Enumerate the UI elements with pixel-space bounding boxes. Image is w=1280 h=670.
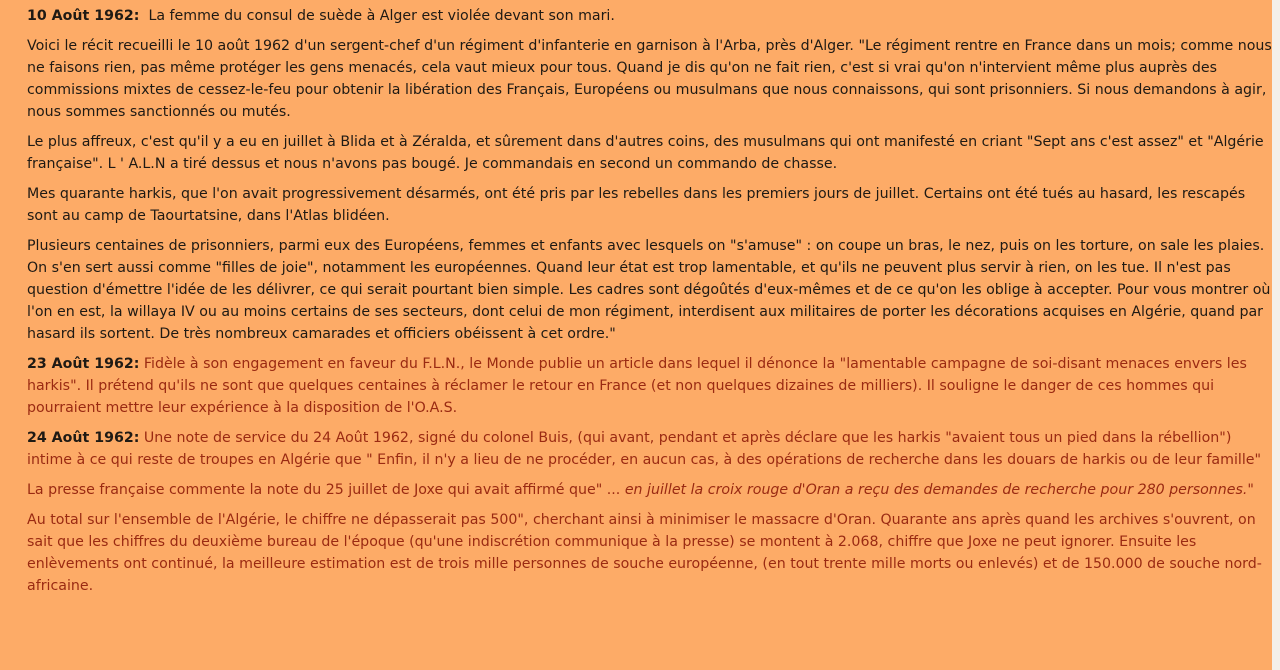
entry-date: 24 Août 1962:	[27, 430, 140, 446]
entry-text: Une note de service du 24 Août 1962, signé du colonel Buis, (qui avant, pendant et après déclare que les harkis "avaient tous un pied dans la rébellion") intime à ce qui reste de troupes en Algérie que " Enfin, il n'y a lieu de ne procéder, en aucun cas, à des opérations de recherche dans les douars de harkis ou de leur famille"	[27, 430, 1262, 468]
entry-aug24	[27, 427, 1272, 471]
entry-aug10-headline	[27, 5, 1272, 27]
entry-aug23	[27, 353, 1272, 419]
paragraph-harkis: Mes quarante harkis, que l'on avait progressivement désarmés, ont été pris par les rebelles dans les premiers jours de juillet. Certains ont été tués au hasard, les rescapés sont au camp de Taourtatsine, dans l'Atlas blidéen.	[27, 186, 1246, 224]
paragraph-presse	[27, 479, 1272, 501]
paragraph-recit: Voici le récit recueilli le 10 août 1962 d'un sergent-chef d'un régiment d'infanterie en garnison à l'Arba, près d'Alger. "Le régiment rentre en France dans un mois; comme nous ne faisons rien, pas même protéger les gens menacés, cela vaut mieux pour tous. Quand je dis qu'on ne fait rien, c'est si vrai qu'on n'intervient même plus auprès des commissions mixtes de cessez-le-feu pour obtenir la libération des Français, Européens ou musulmans que nous connaissons, qui sont prisonniers. Si nous demandons à agir, nous sommes sanctionnés ou mutés.	[27, 38, 1272, 120]
paragraph-blida: Le plus affreux, c'est qu'il y a eu en juillet à Blida et à Zéralda, et sûrement dans d'autres coins, des musulmans qui ont manifesté en criant "Sept ans c'est assez" et "Algérie française". L ' A.L.N a tiré dessus et nous n'avons pas bougé. Je commandais en second un commando de chasse.	[27, 134, 1264, 172]
entry-text: Fidèle à son engagement en faveur du F.L.N., le Monde publie un article dans lequel il dénonce la "lamentable campagne de soi-disant menaces envers les harkis". Il prétend qu'ils ne sont que quelques centaines à réclamer le retour en France (et non quelques dizaines de milliers). Il souligne le danger de ces hommes qui pourraient mettre leur expérience à la disposition de l'O.A.S.	[27, 356, 1247, 416]
scrollbar[interactable]	[1272, 0, 1280, 670]
entry-headline: La femme du consul de suède à Alger est violée devant son mari.	[148, 8, 615, 24]
entry-date: 10 Août 1962:	[27, 8, 140, 24]
presse-quote: en juillet la croix rouge d'Oran a reçu des demandes de recherche pour 280 personnes.	[624, 482, 1248, 498]
entry-date: 23 Août 1962:	[27, 356, 140, 372]
presse-intro: La presse française commente la note du 25 juillet de Joxe qui avait affirmé que" ...	[27, 482, 625, 498]
paragraph-prisonniers: Plusieurs centaines de prisonniers, parmi eux des Européens, femmes et enfants avec lesquels on "s'amuse" : on coupe un bras, le nez, puis on les torture, on sale les plaies. On s'en sert aussi comme "filles de joie", notamment les européennes. Quand leur état est trop lamentable, et qu'ils ne peuvent plus servir à rien, on les tue. Il n'est pas question d'émettre l'idée de les délivrer, ce qui serait pourtant bien simple. Les cadres sont dégoûtés d'eux-mêmes et de ce qu'on les oblige à accepter. Pour vous montrer où l'on en est, la willaya IV ou au moins certains de ses secteurs, dont celui de mon régiment, interdisent aux militaires de porter les décorations acquises en Algérie, quand par hasard ils sortent. De très nombreux camarades et officiers obéissent à cet ordre."	[27, 238, 1271, 342]
presse-end: "	[1247, 482, 1254, 498]
paragraph-total: Au total sur l'ensemble de l'Algérie, le chiffre ne dépasserait pas 500", cherchant ainsi à minimiser le massacre d'Oran. Quarante ans après quand les archives s'ouvrent, on sait que les chiffres du deuxième bureau de l'époque (qu'une indiscrétion communique à la presse) se montent à 2.068, chiffre que Joxe ne peut ignorer. Ensuite les enlèvements ont continué, la meilleure estimation est de trois mille personnes de souche européenne, (en tout trente mille morts ou enlevés) et de 150.000 de souche nord-africaine.	[27, 512, 1262, 594]
